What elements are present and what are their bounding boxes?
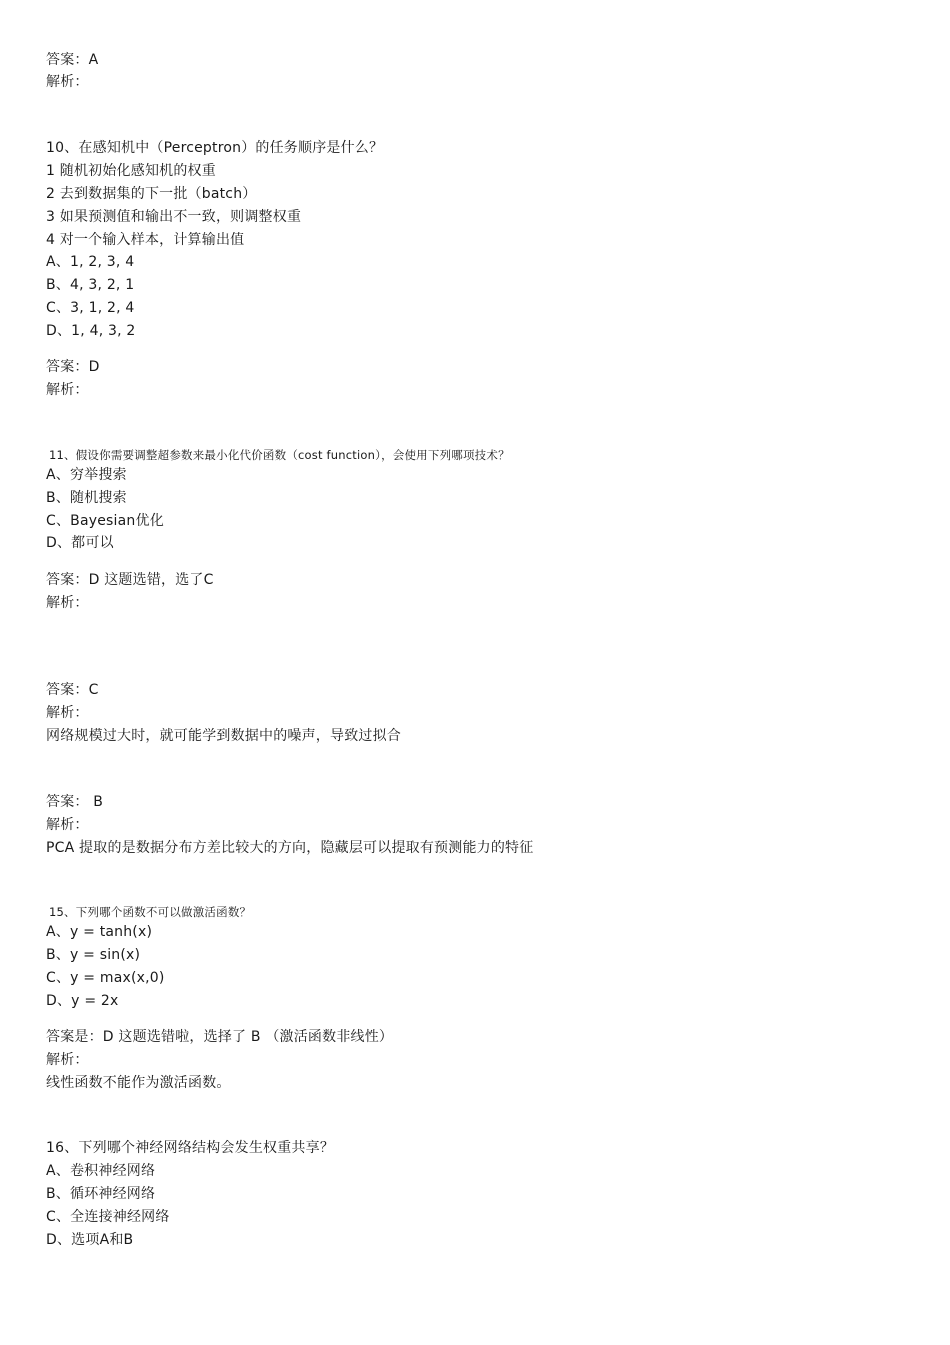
question-10-title: 10、在感知机中（Perceptron）的任务顺序是什么？ bbox=[46, 140, 384, 156]
question-10-step: 3 如果预测值和输出不一致，则调整权重 bbox=[46, 209, 302, 225]
question-15-option-c: C、y = max(x,0) bbox=[46, 970, 165, 986]
question-10-option-c: C、3, 1, 2, 4 bbox=[46, 300, 135, 316]
question-15-title: 15、下列哪个函数不可以做激活函数？ bbox=[49, 905, 252, 919]
question-11-title: 11、假设你需要调整超参数来最小化代价函数（cost function），会使用下列哪项技术？ bbox=[49, 448, 510, 462]
question-13-explanation: PCA 提取的是数据分布方差比较大的方向，隐藏层可以提取有预测能力的特征 bbox=[46, 840, 534, 856]
question-10-option-a: A、1, 2, 3, 4 bbox=[46, 254, 135, 270]
question-13-analysis-label: 解析： bbox=[46, 817, 89, 833]
question-15-option-d: D、y = 2x bbox=[46, 993, 119, 1009]
question-15-option-b: B、y = sin(x) bbox=[46, 947, 141, 963]
analysis-label: 解析： bbox=[46, 74, 89, 90]
question-12-explanation: 网络规模过大时，就可能学到数据中的噪声，导致过拟合 bbox=[46, 728, 401, 744]
question-15-explanation: 线性函数不能作为激活函数。 bbox=[46, 1075, 231, 1091]
question-12-answer: 答案：C bbox=[46, 682, 99, 698]
question-11-option-b: B、随机搜索 bbox=[46, 490, 127, 506]
question-11-analysis-label: 解析： bbox=[46, 595, 89, 611]
question-10-option-b: B、4, 3, 2, 1 bbox=[46, 277, 135, 293]
question-13-answer: 答案： B bbox=[46, 794, 104, 810]
question-11-answer: 答案：D 这题选错，选了C bbox=[46, 572, 214, 588]
question-12-analysis-label: 解析： bbox=[46, 705, 89, 721]
answer-text: 答案：A bbox=[46, 52, 99, 68]
question-16-option-a: A、卷积神经网络 bbox=[46, 1163, 156, 1179]
question-10-analysis-label: 解析： bbox=[46, 382, 89, 398]
question-16-option-c: C、全连接神经网络 bbox=[46, 1209, 170, 1225]
question-11-option-c: C、Bayesian优化 bbox=[46, 513, 164, 529]
question-10-answer: 答案：D bbox=[46, 359, 100, 375]
question-10-step: 4 对一个输入样本，计算输出值 bbox=[46, 232, 245, 248]
question-15-answer: 答案是：D 这题选错啦，选择了 B （激活函数非线性） bbox=[46, 1029, 394, 1045]
question-10-step: 1 随机初始化感知机的权重 bbox=[46, 163, 216, 179]
question-16-option-b: B、循环神经网络 bbox=[46, 1186, 156, 1202]
question-15-option-a: A、y = tanh(x) bbox=[46, 924, 153, 940]
question-16-title: 16、下列哪个神经网络结构会发生权重共享？ bbox=[46, 1140, 335, 1156]
question-15-analysis-label: 解析： bbox=[46, 1052, 89, 1068]
question-16-option-d: D、选项A和B bbox=[46, 1232, 134, 1248]
question-11-option-d: D、都可以 bbox=[46, 535, 114, 551]
question-10-step: 2 去到数据集的下一批（batch） bbox=[46, 186, 257, 202]
question-10-option-d: D、1, 4, 3, 2 bbox=[46, 323, 136, 339]
question-11-option-a: A、穷举搜索 bbox=[46, 467, 127, 483]
